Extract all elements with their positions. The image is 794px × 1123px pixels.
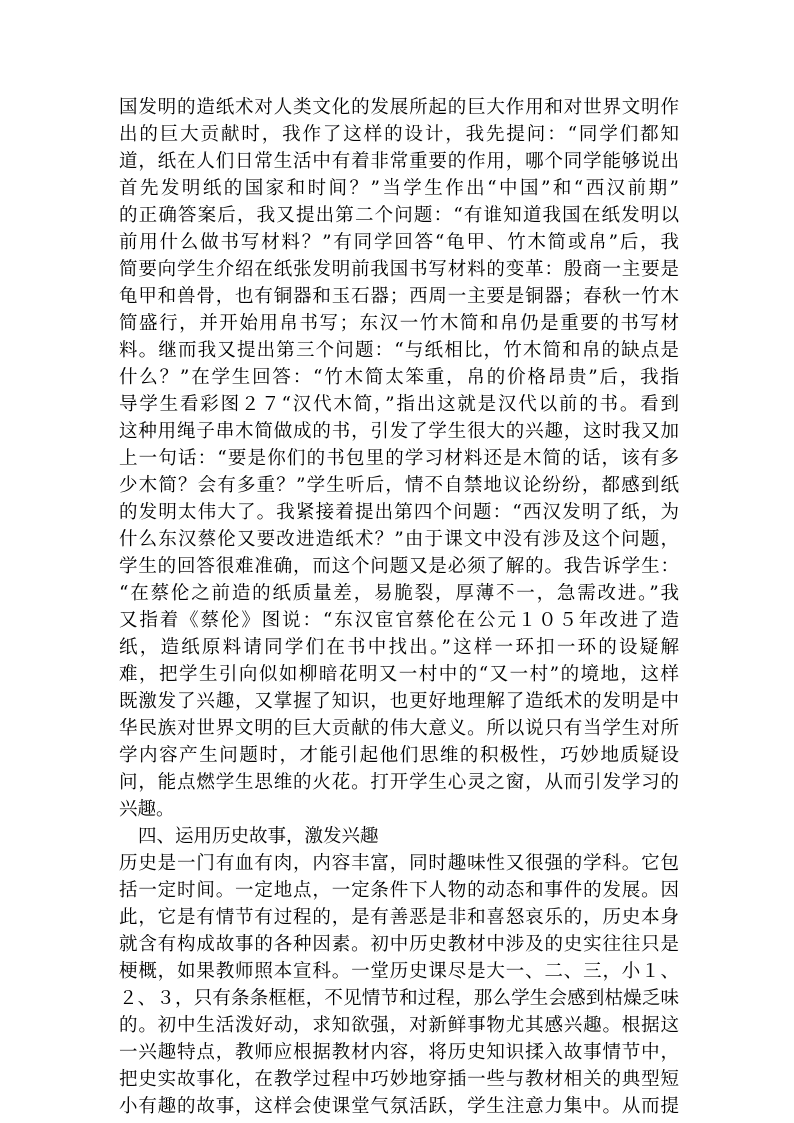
text-line: 少木简？会有多重？”学生听后，情不自禁地议论纷纷，都感到纸	[119, 475, 679, 496]
text-line: 料。继而我又提出第三个问题：“与纸相比，竹木简和帛的缺点是	[119, 340, 679, 361]
text-line: 一兴趣特点，教师应根据教材内容，将历史知识揉入故事情节中，	[119, 1042, 679, 1063]
section-heading: 四、运用历史故事，激发兴趣	[138, 826, 379, 847]
text-line: ２、３，只有条条框框，不见情节和过程，那么学生会感到枯燥乏味	[119, 988, 679, 1009]
text-line: 把史实故事化，在教学过程中巧妙地穿插一些与教材相关的典型短	[119, 1069, 679, 1090]
paragraph-end-line: 兴趣。	[119, 799, 175, 820]
text-line: 道，纸在人们日常生活中有着非常重要的作用，哪个同学能够说出	[119, 151, 679, 172]
text-line: 这种用绳子串木简做成的书，引发了学生很大的兴趣，这时我又加	[119, 421, 679, 442]
text-line: 难，把学生引向似如柳暗花明又一村中的“又一村”的境地，这样	[119, 664, 679, 685]
text-line: “在蔡伦之前造的纸质量差，易脆裂，厚薄不一，急需改进。”我	[119, 583, 679, 604]
text-line: 龟甲和兽骨，也有铜器和玉石器；西周一主要是铜器；春秋一竹木	[119, 286, 679, 307]
text-line: 历史是一门有血有肉，内容丰富，同时趣味性又很强的学科。它包	[119, 853, 679, 874]
text-line: 学生的回答很难准确，而这个问题又是必须了解的。我告诉学生：	[119, 556, 679, 577]
text-line: 小有趣的故事，这样会使课堂气氛活跃，学生注意力集中。从而提	[119, 1096, 679, 1117]
text-line: 的发明太伟大了。我紧接着提出第四个问题：“西汉发明了纸，为	[119, 502, 679, 523]
text-line: 的正确答案后，我又提出第二个问题：“有谁知道我国在纸发明以	[119, 205, 679, 226]
text-line: 简盛行，并开始用帛书写；东汉一竹木简和帛仍是重要的书写材	[119, 313, 679, 334]
text-line: 华民族对世界文明的巨大贡献的伟大意义。所以说只有当学生对所	[119, 718, 679, 739]
text-line: 括一定时间。一定地点，一定条件下人物的动态和事件的发展。因	[119, 880, 679, 901]
text-line: 问，能点燃学生思维的火花。打开学生心灵之窗，从而引发学习的	[119, 772, 679, 793]
text-line: 又指着《蔡伦》图说：“东汉宦官蔡伦在公元１０５年改进了造	[119, 610, 679, 631]
text-line: 就含有构成故事的各种因素。初中历史教材中涉及的史实往往只是	[119, 934, 679, 955]
text-line: 前用什么做书写材料？”有同学回答“龟甲、竹木简或帛”后，我	[119, 232, 679, 253]
text-line: 导学生看彩图２７“汉代木简，”指出这就是汉代以前的书。看到	[119, 394, 679, 415]
text-line: 什么东汉蔡伦又要改进造纸术？”由于课文中没有涉及这个问题，	[119, 529, 679, 550]
text-line: 简要向学生介绍在纸张发明前我国书写材料的变革：殷商一主要是	[119, 259, 679, 280]
text-line: 首先发明纸的国家和时间？”当学生作出“中国”和“西汉前期”	[119, 178, 679, 199]
text-line: 的。初中生活泼好动，求知欲强，对新鲜事物尤其感兴趣。根据这	[119, 1015, 679, 1036]
text-line: 出的巨大贡献时，我作了这样的设计，我先提问：“同学们都知	[119, 124, 679, 145]
text-line: 什么？”在学生回答：“竹木简太笨重，帛的价格昂贵”后，我指	[119, 367, 679, 388]
text-line: 既激发了兴趣，又掌握了知识，也更好地理解了造纸术的发明是中	[119, 691, 679, 712]
text-line: 梗概，如果教师照本宣科。一堂历史课尽是大一、二、三，小１、	[119, 961, 679, 982]
text-line: 学内容产生问题时，才能引起他们思维的积极性，巧妙地质疑设	[119, 745, 679, 766]
text-line: 纸，造纸原料请同学们在书中找出。”这样一环扣一环的设疑解	[119, 637, 679, 658]
text-line: 上一句话：“要是你们的书包里的学习材料还是木简的话，该有多	[119, 448, 679, 469]
text-line: 国发明的造纸术对人类文化的发展所起的巨大作用和对世界文明作	[119, 97, 679, 118]
text-line: 此，它是有情节有过程的，是有善恶是非和喜怒哀乐的，历史本身	[119, 907, 679, 928]
